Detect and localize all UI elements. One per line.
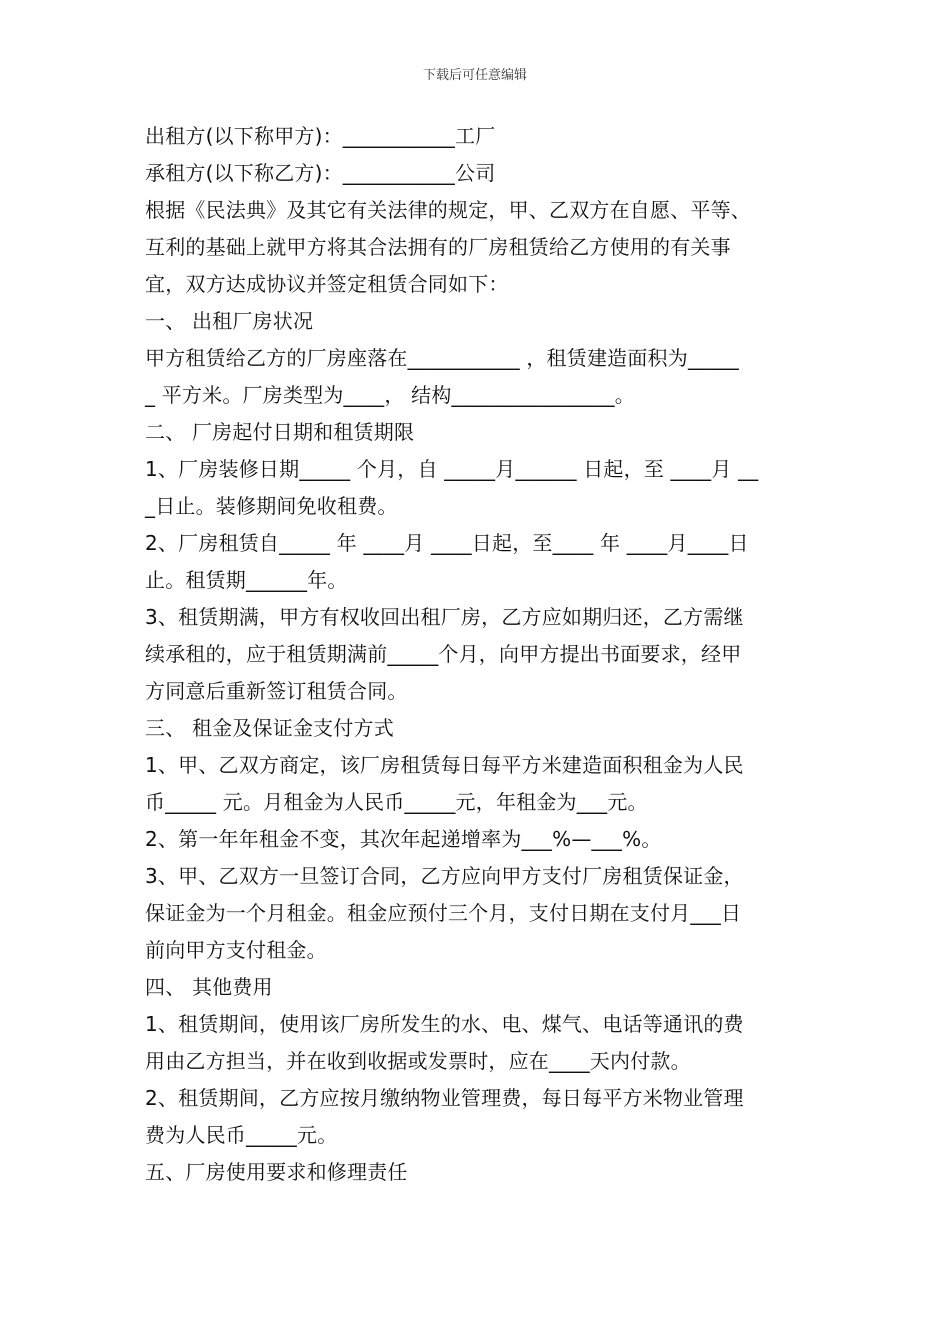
section-heading-4: 四、 其他费用 [145, 975, 273, 999]
contract-body [145, 118, 815, 1191]
paragraph-line: 1、甲、乙双方商定，该厂房租赁每日每平方米建造面积租金为人民 [145, 753, 744, 777]
preamble-line-3: 宜，双方达成协议并签定租赁合同如下： [145, 272, 509, 296]
paragraph-line: 3、租赁期满，甲方有权收回出租厂房，乙方应如期归还，乙方需继 [145, 605, 744, 629]
section-heading-5: 五、厂房使用要求和修理责任 [145, 1160, 408, 1184]
lessor-line: 出租方(以下称甲方)：___________工厂 [145, 124, 496, 148]
paragraph-line: 2、第一年年租金不变，其次年起递增率为___%—___%。 [145, 827, 662, 851]
paragraph-line: 2、租赁期间，乙方应按月缴纳物业管理费，每日每平方米物业管理 [145, 1086, 744, 1110]
section-heading-2: 二、 厂房起付日期和租赁期限 [145, 420, 415, 444]
paragraph-line: 币_____ 元。月租金为人民币_____元，年租金为___元。 [145, 790, 648, 814]
lessee-line: 承租方(以下称乙方)：___________公司 [145, 161, 496, 185]
paragraph-line: 1、租赁期间，使用该厂房所发生的水、电、煤气、电话等通讯的费 [145, 1012, 744, 1036]
paragraph-line: 甲方租赁给乙方的厂房座落在___________ ，租赁建造面积为_____ [145, 346, 739, 370]
paragraph-line: 2、厂房租赁自_____ 年 ____月 ____日起，至____ 年 ____月____日 [145, 531, 749, 555]
section-heading-3: 三、 租金及保证金支付方式 [145, 716, 394, 740]
preamble-line-1: 根据《民法典》及其它有关法律的规定，甲、乙双方在自愿、平等、 [145, 198, 751, 222]
paragraph-line: _日止。装修期间免收租费。 [145, 494, 398, 518]
paragraph-line: 3、甲、乙双方一旦签订合同，乙方应向甲方支付厂房租赁保证金， [145, 864, 744, 888]
paragraph-line: 续承租的，应于租赁期满前_____个月，向甲方提出书面要求，经甲 [145, 642, 742, 666]
paragraph-line: 保证金为一个月租金。租金应预付三个月，支付日期在支付月___日 [145, 901, 742, 925]
paragraph-line: 方同意后重新签订租赁合同。 [145, 679, 408, 703]
paragraph-line: 费为人民币_____元。 [145, 1123, 338, 1147]
paragraph-line: 止。租赁期______年。 [145, 568, 348, 592]
paragraph-line: 1、厂房装修日期_____ 个月，自 _____月______ 日起，至 ____月 __ [145, 457, 759, 481]
section-heading-1: 一、 出租厂房状况 [145, 309, 314, 333]
paragraph-line: _ 平方米。厂房类型为____， 结构________________。 [145, 383, 635, 407]
preamble-line-2: 互利的基础上就甲方将其合法拥有的厂房租赁给乙方使用的有关事 [145, 235, 731, 259]
paragraph-line: 前向甲方支付租金。 [145, 938, 327, 962]
paragraph-line: 用由乙方担当，并在收到收据或发票时，应在____天内付款。 [145, 1049, 691, 1073]
page-header: 下载后可任意编辑 [422, 68, 527, 83]
